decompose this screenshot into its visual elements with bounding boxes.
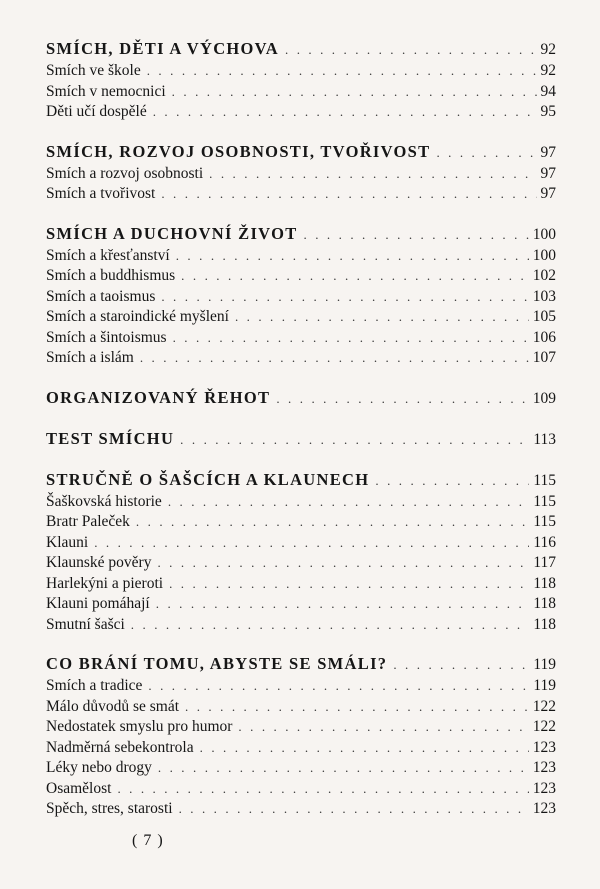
leader-dots <box>172 82 537 103</box>
leader-dots <box>148 676 529 697</box>
entry-title: Šaškovská historie <box>46 492 162 510</box>
page-ref: 119 <box>533 677 556 694</box>
leader-dots <box>176 246 529 267</box>
toc-entry-row <box>46 676 556 697</box>
page-ref: 123 <box>532 779 556 797</box>
page-ref: 95 <box>540 103 556 120</box>
leader-dots <box>140 348 529 369</box>
page-ref: 118 <box>533 615 556 633</box>
leader-dots <box>304 222 529 247</box>
toc-entry-row <box>46 512 556 533</box>
entry-title: Smích a buddhismus <box>46 267 176 284</box>
entry-title: Smích a křesťanství <box>46 246 170 264</box>
leader-dots <box>94 533 529 554</box>
entry-title: Děti učí dospělé <box>46 103 147 120</box>
toc-chapter-row <box>46 652 556 676</box>
toc-entry-row <box>46 164 556 185</box>
leader-dots <box>209 164 536 185</box>
chapter-title: TEST SMÍCHU <box>46 428 175 448</box>
chapter-title: SMÍCH, ROZVOJ OSOBNOSTI, TVOŘIVOST <box>46 141 431 161</box>
entry-title: Spěch, stres, starosti <box>46 800 173 817</box>
page-ref: 106 <box>532 328 556 346</box>
chapter-title: CO BRÁNÍ TOMU, ABYSTE SE SMÁLI? <box>46 654 388 673</box>
toc-entry-row <box>46 348 556 369</box>
entry-title: Klauni <box>46 533 89 551</box>
page-ref: 107 <box>532 349 556 366</box>
toc-section <box>46 222 556 369</box>
entry-title: Smích a rozvoj osobnosti <box>46 164 204 182</box>
leader-dots <box>156 594 530 615</box>
entry-title: Klauni pomáhají <box>46 595 150 612</box>
toc-entry-row <box>46 717 556 738</box>
section-gap <box>46 123 556 140</box>
entry-title: Málo důvodů se smát <box>46 697 180 715</box>
page-ref: 94 <box>540 82 556 100</box>
section-gap <box>46 369 556 386</box>
table-of-contents <box>46 37 556 820</box>
page-ref: 115 <box>533 513 556 530</box>
page-ref: 113 <box>533 430 556 448</box>
page-ref: 123 <box>532 759 556 776</box>
entry-title: Léky nebo drogy <box>46 759 152 776</box>
toc-section <box>46 140 556 205</box>
leader-dots <box>131 615 530 636</box>
leader-dots <box>181 266 529 287</box>
toc-chapter-row <box>46 386 556 410</box>
page-ref: 97 <box>540 185 556 202</box>
leader-dots <box>185 697 529 718</box>
toc-entry-row <box>46 615 556 636</box>
toc-entry-row <box>46 102 556 123</box>
leader-dots <box>153 102 537 123</box>
page-number: ( 7 ) <box>132 832 164 849</box>
toc-entry-row <box>46 779 556 800</box>
toc-section <box>46 37 556 123</box>
entry-title: Smích v nemocnici <box>46 82 166 100</box>
page-ref: 118 <box>533 574 556 592</box>
page-ref: 123 <box>532 800 556 817</box>
toc-chapter-row <box>46 37 556 61</box>
leader-dots <box>147 61 537 82</box>
toc-entry-row <box>46 697 556 718</box>
leader-dots <box>180 427 529 452</box>
toc-section <box>46 386 556 410</box>
toc-entry-row <box>46 266 556 287</box>
leader-dots <box>238 717 528 738</box>
leader-dots <box>393 652 529 677</box>
page-ref: 100 <box>532 225 556 243</box>
chapter-title: SMÍCH A DUCHOVNÍ ŽIVOT <box>46 223 298 243</box>
page-ref: 102 <box>532 267 556 284</box>
toc-chapter-row <box>46 468 556 492</box>
page-ref: 109 <box>532 389 556 407</box>
leader-dots <box>235 307 529 328</box>
leader-dots <box>173 328 529 349</box>
entry-title: Smích a tvořivost <box>46 185 156 202</box>
leader-dots <box>136 512 529 533</box>
toc-entry-row <box>46 287 556 308</box>
leader-dots <box>117 779 528 800</box>
toc-section <box>46 427 556 451</box>
page-ref: 119 <box>533 656 556 673</box>
entry-title: Harlekýni a pieroti <box>46 574 164 592</box>
page-ref: 92 <box>540 62 556 79</box>
leader-dots <box>169 574 529 595</box>
section-gap <box>46 635 556 652</box>
toc-section <box>46 652 556 820</box>
page-ref: 115 <box>533 492 556 510</box>
leader-dots <box>375 468 529 493</box>
page-ref: 103 <box>532 287 556 305</box>
toc-entry-row <box>46 328 556 349</box>
leader-dots <box>200 738 529 759</box>
entry-title: Smích a staroindické myšlení <box>46 308 229 325</box>
toc-chapter-row <box>46 140 556 164</box>
leader-dots <box>161 184 536 205</box>
leader-dots <box>436 140 536 165</box>
toc-entry-row <box>46 594 556 615</box>
page-ref: 117 <box>533 554 556 571</box>
toc-entry-row <box>46 738 556 759</box>
leader-dots <box>157 553 529 574</box>
page-ref: 100 <box>532 246 556 264</box>
page-ref: 122 <box>532 697 556 715</box>
page-ref: 97 <box>540 143 556 161</box>
toc-chapter-row <box>46 427 556 451</box>
entry-title: Osamělost <box>46 779 112 797</box>
section-gap <box>46 451 556 468</box>
leader-dots <box>179 799 529 820</box>
toc-entry-row <box>46 533 556 554</box>
entry-title: Smutní šašci <box>46 615 125 633</box>
entry-title: Smích a taoismus <box>46 287 156 305</box>
leader-dots <box>285 37 537 62</box>
entry-title: Nedostatek smyslu pro humor <box>46 718 233 735</box>
toc-section <box>46 468 556 636</box>
toc-entry-row <box>46 758 556 779</box>
leader-dots <box>161 287 528 308</box>
entry-title: Bratr Paleček <box>46 513 130 530</box>
leader-dots <box>276 386 528 411</box>
toc-entry-row <box>46 307 556 328</box>
toc-entry-row <box>46 492 556 513</box>
entry-title: Klaunské pověry <box>46 554 152 571</box>
page-ref: 105 <box>532 308 556 325</box>
toc-entry-row <box>46 82 556 103</box>
page-ref: 118 <box>533 595 556 612</box>
page-ref: 123 <box>532 738 556 756</box>
toc-entry-row <box>46 184 556 205</box>
chapter-title: SMÍCH, DĚTI A VÝCHOVA <box>46 39 279 58</box>
toc-entry-row <box>46 61 556 82</box>
page-ref: 97 <box>540 164 556 182</box>
leader-dots <box>158 758 529 779</box>
toc-entry-row <box>46 553 556 574</box>
toc-entry-row <box>46 574 556 595</box>
page-ref: 92 <box>540 41 556 58</box>
page-ref: 115 <box>533 471 556 489</box>
leader-dots <box>168 492 530 513</box>
entry-title: Smích a šintoismus <box>46 328 167 346</box>
chapter-title: ORGANIZOVANÝ ŘEHOT <box>46 387 271 407</box>
entry-title: Nadměrná sebekontrola <box>46 738 194 756</box>
toc-entry-row <box>46 246 556 267</box>
entry-title: Smích a tradice <box>46 677 143 694</box>
toc-entry-row <box>46 799 556 820</box>
section-gap <box>46 205 556 222</box>
entry-title: Smích a islám <box>46 349 134 366</box>
entry-title: Smích ve škole <box>46 62 141 79</box>
section-gap <box>46 410 556 427</box>
toc-chapter-row <box>46 222 556 246</box>
chapter-title: STRUČNĚ O ŠAŠCÍCH A KLAUNECH <box>46 469 370 489</box>
page-ref: 116 <box>533 533 556 551</box>
page-ref: 122 <box>532 718 556 735</box>
